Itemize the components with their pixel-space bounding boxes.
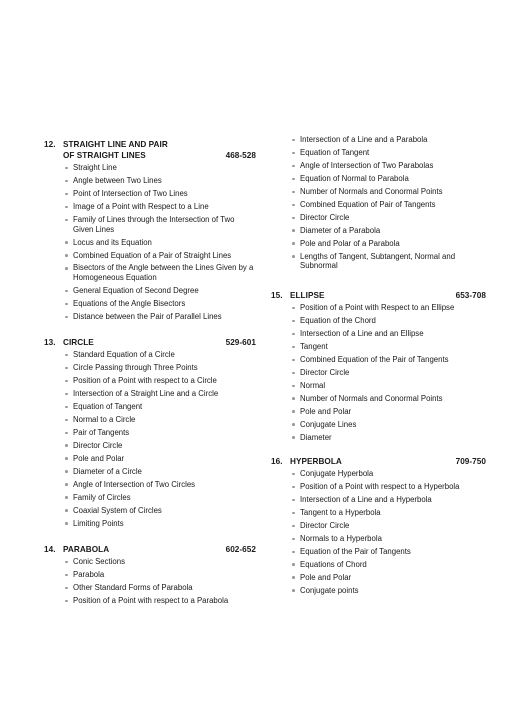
chapter-number: 16. [271,457,283,466]
list-item: Point of Intersection of Two Lines [44,189,256,199]
list-item: Standard Equation of a Circle [44,350,256,360]
list-item: Position of a Point with respect to a Hyperbola [271,482,486,492]
chapter-13 [44,337,256,532]
list-item: General Equation of Second Degree [44,286,256,296]
list-item: Director Circle [271,213,486,223]
chapter-title: HYPERBOLA [290,457,342,466]
topic-list [271,135,486,271]
list-item: Conjugate points [271,586,486,596]
list-item: Limiting Points [44,519,256,529]
list-item: Image of a Point with Respect to a Line [44,202,256,212]
list-item: Pole and Polar [271,573,486,583]
list-item: Combined Equation of Pair of Tangents [271,200,486,210]
list-item: Conjugate Hyperbola [271,469,486,479]
chapter-heading [44,544,256,555]
list-item: Angle between Two Lines [44,176,256,186]
chapter-title-continued: OF STRAIGHT LINES [63,151,146,160]
list-item: Locus and its Equation [44,238,256,248]
list-item: Parabola [44,570,256,580]
list-item: Combined Equation of a Pair of Straight Lines [44,251,256,261]
chapter-title: STRAIGHT LINE AND PAIR [63,140,168,149]
list-item: Intersection of a Line and a Parabola [271,135,486,145]
chapter-page-range: 529-601 [225,338,256,347]
list-item: Director Circle [44,441,256,451]
list-item: Circle Passing through Three Points [44,363,256,373]
list-item: Pole and Polar [44,454,256,464]
chapter-page-range: 653-708 [455,291,486,300]
chapter-16 [271,456,486,599]
list-item: Normal [271,381,486,391]
list-item: Intersection of a Line and an Ellipse [271,329,486,339]
list-item: Intersection of a Straight Line and a Circle [44,389,256,399]
list-item: Family of Circles [44,493,256,503]
list-item: Bisectors of the Angle between the Lines Given by a Homogeneous Equation [44,263,256,282]
list-item: Combined Equation of the Pair of Tangents [271,355,486,365]
chapter-heading-line-2 [44,150,256,161]
list-item: Equation of the Chord [271,316,486,326]
list-item: Angle of Intersection of Two Circles [44,480,256,490]
list-item: Distance between the Pair of Parallel Lines [44,312,256,322]
chapter-heading [44,139,256,150]
chapter-page-range: 602-652 [225,545,256,554]
list-item: Straight Line [44,163,256,173]
chapter-number: 12. [44,140,56,149]
chapter-title: ELLIPSE [290,291,325,300]
list-item: Number of Normals and Conormal Points [271,394,486,404]
list-item: Other Standard Forms of Parabola [44,583,256,593]
topic-list [44,350,256,528]
chapter-title: PARABOLA [63,545,110,554]
list-item: Equation of Normal to Parabola [271,174,486,184]
list-item: Family of Lines through the Intersection of Two Given Lines [44,215,256,234]
list-item: Intersection of a Line and a Hyperbola [271,495,486,505]
chapter-page-range: 709-750 [455,457,486,466]
topic-list [271,469,486,595]
list-item: Diameter [271,433,486,443]
list-item: Position of a Point with Respect to an Ellipse [271,303,486,313]
list-item: Equation of Tangent [271,148,486,158]
chapter-number: 13. [44,338,56,347]
list-item: Tangent [271,342,486,352]
list-item: Diameter of a Circle [44,467,256,477]
list-item: Diameter of a Parabola [271,226,486,236]
topic-list [44,557,256,606]
list-item: Position of a Point with respect to a Circle [44,376,256,386]
list-item: Conjugate Lines [271,420,486,430]
chapter-number: 14. [44,545,56,554]
chapter-heading [271,456,486,467]
list-item: Angle of Intersection of Two Parabolas [271,161,486,171]
chapter-title: CIRCLE [63,338,94,347]
chapter-heading [44,337,256,348]
list-item: Normals to a Hyperbola [271,534,486,544]
list-item: Conic Sections [44,557,256,567]
chapter-page-range: 468-528 [225,151,256,160]
list-item: Tangent to a Hyperbola [271,508,486,518]
list-item: Normal to a Circle [44,415,256,425]
chapter-14-continued [271,135,486,274]
list-item: Director Circle [271,521,486,531]
list-item: Equation of Tangent [44,402,256,412]
chapter-number: 15. [271,291,283,300]
chapter-heading [271,290,486,301]
list-item: Equation of the Pair of Tangents [271,547,486,557]
topic-list [271,303,486,442]
list-item: Position of a Point with respect to a Parabola [44,596,256,606]
chapter-12 [44,139,256,325]
list-item: Pair of Tangents [44,428,256,438]
list-item: Equations of the Angle Bisectors [44,299,256,309]
list-item: Coaxial System of Circles [44,506,256,516]
list-item: Pole and Polar [271,407,486,417]
list-item: Lengths of Tangent, Subtangent, Normal and Subnormal [271,252,486,271]
list-item: Equations of Chord [271,560,486,570]
chapter-15 [271,290,486,446]
chapter-14 [44,544,256,609]
list-item: Pole and Polar of a Parabola [271,239,486,249]
list-item: Director Circle [271,368,486,378]
topic-list [44,163,256,322]
list-item: Number of Normals and Conormal Points [271,187,486,197]
